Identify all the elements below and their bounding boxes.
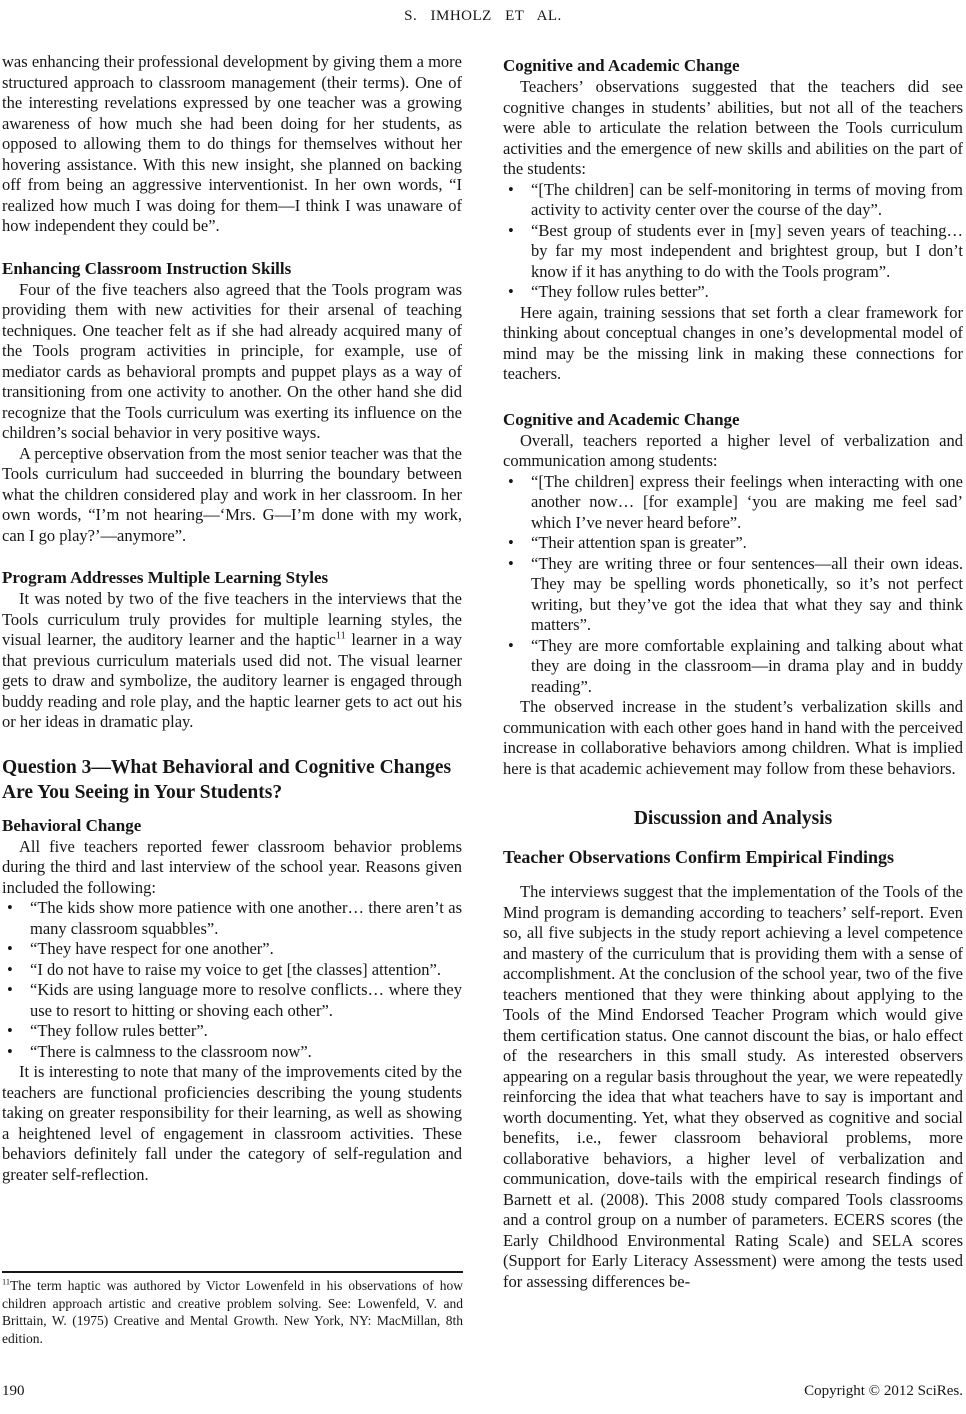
list-item-text: “I do not have to raise my voice to get [the classes] attention”.: [30, 959, 441, 979]
list-item: [503, 221, 963, 283]
list-item: [2, 980, 462, 1021]
bullet-icon: •: [7, 898, 13, 917]
running-head: S. IMHOLZ ET AL.: [404, 8, 562, 24]
list-item-text: “The kids show more patience with one another… there aren’t as many classroom squabbles”.: [30, 898, 462, 938]
list-item: [503, 554, 963, 636]
section-heading-enhancing-classroom-instruction-skills: Enhancing Classroom Instruction Skills: [2, 258, 292, 278]
bullet-icon: •: [7, 959, 13, 979]
paragraph: A perceptive observation from the most senior teacher was that the Tools curriculum had succeeded in blurring the boundary between what the children considered play and work in her classroom. In her own words, “I’m not hearing—‘Mrs. G—I’m done with my work, can I go play?’—anymore”.: [2, 443, 462, 545]
list-item-text: “There is calmness to the classroom now”.: [30, 1041, 312, 1061]
list-item-text: “[The children] express their feelings when interacting with one another now… [for example] ‘you are making me feel sad’ which I’ve never heard before”.: [531, 471, 963, 532]
list-item-text: “They follow rules better”.: [30, 1021, 208, 1040]
paragraph: It is interesting to note that many of the improvements cited by the teachers are functional proficiencies describing the young students taking on greater responsibility for their learning, as well as showing a heightened level of engagement in classroom activities. These behaviors definitely fall under the category of self-regulation and greater self-reflection.: [2, 1062, 462, 1184]
bullet-icon: •: [508, 533, 514, 552]
paragraph: was enhancing their professional development by giving them a more structured approach to classroom management (their terms). One of the interesting revelations expressed by one teacher was a growing awareness of how much she had been doing for her students, as opposed to allowing them to do things for themselves without her hovering assistance. With this new insight, she planned on backing off from being an aggressive interventionist. In her own words, “I realized how much I was doing for them—I think I was unaware of how independent they could be”.: [2, 52, 462, 235]
footnote-body: The term haptic was authored by Victor Lowenfeld in his observations of how children approach artistic and creative problem solving. See: Lowenfeld, V. and Brittain, W. (1975) Creative and Mental Growth. New York, NY: MacMillan, 8th edition.: [2, 1278, 463, 1346]
bullet-icon: •: [7, 980, 13, 999]
section-heading-cognitive-and-academic-change-2: Cognitive and Academic Change: [503, 409, 740, 429]
footnote-divider: [2, 1271, 463, 1273]
bullet-icon: •: [7, 1041, 13, 1061]
subsection-heading-teacher-observations: Teacher Observations Confirm Empirical Findings: [503, 847, 895, 867]
list-item: [503, 533, 963, 554]
paragraph: Overall, teachers reported a higher level of verbalization and communication among students:: [503, 430, 963, 470]
paragraph-with-footnote-ref: [2, 589, 462, 733]
bullet-icon: •: [508, 635, 514, 655]
footnote-text: [2, 1277, 463, 1347]
list-item-text: “[The children] can be self-monitoring in terms of moving from activity to activity center over the course of the day”.: [531, 179, 963, 219]
list-item-text: “Best group of students ever in [my] seven years of teaching… by far my most independent and brightest group, but I don’t know if it has anything to do with the Tools program”.: [531, 220, 963, 281]
section-heading-behavioral-change: Behavioral Change: [2, 815, 142, 835]
bullet-icon: •: [7, 1021, 13, 1040]
list-item-text: “Their attention span is greater”.: [531, 533, 747, 552]
paragraph: Teachers’ observations suggested that the teachers did see cognitive changes in students’ abilities, but not all of the teachers were able to articulate the relation between the Tools curriculum activities and the emergence of new skills and abilities on the part of the students:: [503, 77, 963, 178]
paragraph-text: It was noted by two of the five teachers in the interviews that the Tools curriculum truly provides for multiple learning styles, the visual learner, the auditory learner and the haptic: [2, 589, 462, 649]
list-item-text: “They are more comfortable explaining and talking about what they are doing in the classroom—in drama play and in buddy reading”.: [531, 635, 963, 696]
section-heading-discussion-and-analysis: Discussion and Analysis: [633, 808, 833, 829]
list-item: [503, 472, 963, 534]
list-item-text: “They follow rules better”.: [531, 282, 709, 301]
list-item: [2, 1042, 462, 1063]
paragraph: Here again, training sessions that set forth a clear framework for thinking about conceptual changes in one’s developmental model of mind may be the missing link in making these connections for teachers.: [503, 302, 963, 383]
bullet-icon: •: [508, 282, 514, 301]
paragraph-text: learner in a way that previous curriculum materials used did not. The visual learner gets to draw and symbolize, the auditory learner is engaged through buddy reading and role play, and the haptic learner gets to act out his or her ideas in dramatic play.: [2, 630, 462, 731]
right-column: [503, 52, 963, 1292]
paragraph: All five teachers reported fewer classroom behavior problems during the third and last interview of the school year. Reasons given included the following:: [2, 836, 462, 897]
list-item: [503, 180, 963, 221]
two-column-body: [0, 52, 966, 1292]
list-item: [2, 1021, 462, 1042]
bullet-icon: •: [7, 939, 13, 958]
paragraph: Four of the five teachers also agreed that the Tools program was providing them with new activities for their arsenal of teaching techniques. One teacher felt as if she had already acquired many of the Tools program activities in principle, for example, use of mediator cards as behavioral prompts and puppet plays as a way of transitioning from one activity to another. On the other hand she did recognize that the Tools curriculum was exerting its influence on the children’s social behavior in very positive ways.: [2, 279, 462, 442]
footnote: [2, 1271, 463, 1347]
page-number: 190: [2, 1383, 25, 1399]
section-heading-program-addresses-multiple-learning-styles: Program Addresses Multiple Learning Styles: [2, 568, 329, 587]
list-item-text: “They are writing three or four sentences—all their own ideas. They may be spelling words phonetically, so it’s not perfect writing, but they’ve got the idea that what they say and think matters”.: [531, 553, 963, 634]
list-item: [2, 898, 462, 939]
section-heading-cognitive-and-academic-change-1: Cognitive and Academic Change: [503, 56, 740, 75]
bullet-icon: •: [508, 471, 514, 491]
list-item-text: “They have respect for one another”.: [30, 939, 274, 958]
bullet-icon: •: [508, 179, 514, 199]
paragraph: The observed increase in the student’s verbalization skills and communication with each other goes hand in hand with the perceived increase in collaborative behaviors among children. What is implied here is that academic achievement may follow from these behaviors.: [503, 697, 963, 778]
footnote-marker: 11: [2, 1277, 11, 1287]
list-item: [2, 960, 462, 981]
list-item: [2, 939, 462, 960]
footnote-reference: 11: [335, 630, 346, 642]
list-item: [503, 282, 963, 303]
list-item: [503, 636, 963, 698]
left-column: [2, 52, 462, 1292]
list-item-text: “Kids are using language more to resolve conflicts… where they use to resort to hitting or shoving each other”.: [30, 980, 462, 1020]
paragraph: The interviews suggest that the implementation of the Tools of the Mind program is demanding according to teachers’ self-report. Even so, all five subjects in the study report achieving a level competence and mastery of the curriculum that is providing them with a sense of accomplishment. At the conclusion of the school year, two of the five teachers mentioned that they were thinking about applying to the Tools of the Mind Endorsed Teacher Program which would give them certification status. One cannot discount the bias, or halo effect of the researchers in this small study. As interested observers appearing on a regular basis throughout the year, we were repeatedly reinforcing the idea that what teachers have to say is important and worth documenting. Yet, what they observed as cognitive and social benefits, i.e., fewer classroom behavioral problems, more collaborative behaviors, a higher level of verbalization and communication, dove-tails with the empirical research findings of Barnett et al. (2008). This 2008 study compared Tools classrooms and a control group on a number of parameters. ECERS scores (the Early Childhood Environmental Rating Scale) and SELA scores (Support for Early Literacy Assessment) were among the tests used for assessing differences be-: [503, 882, 963, 1291]
bullet-icon: •: [508, 553, 514, 573]
copyright-notice: Copyright © 2012 SciRes.: [804, 1383, 963, 1399]
question-3-heading: Question 3—What Behavioral and Cognitive Changes Are You Seeing in Your Students?: [2, 756, 452, 803]
bullet-icon: •: [508, 220, 514, 240]
